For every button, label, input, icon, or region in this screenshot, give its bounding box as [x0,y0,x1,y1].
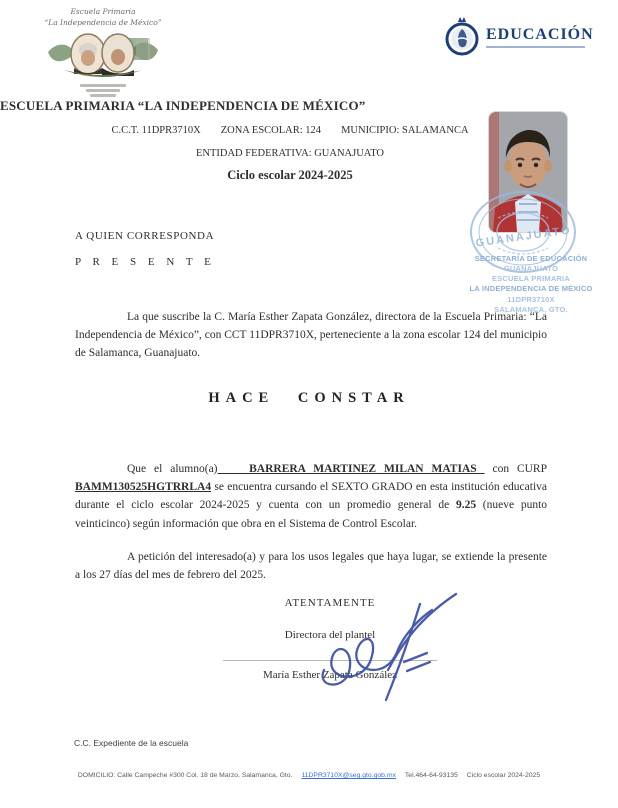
stamp-text-block [446,254,616,315]
footer-email-link[interactable]: 11DPR3710X@seg.gto.gob.mx [301,772,396,779]
grade-average-value: 9.25 [455,499,477,512]
footer-ciclo: Ciclo escolar 2024-2025 [466,772,541,779]
footer-line [30,772,588,779]
intro-paragraph: La que suscribe la C. María Esther Zapata González, directora de la Escuela Primaria: “La Independencia de México”, con CCT 11DPR3710X, perteneciente a la zona escolar 124 del municipio de Salamanca, Guanajuato. [75,310,547,360]
atentamente-line: ATENTAMENTE [284,597,376,609]
stamp-line: GUANAJUATO [503,264,559,274]
cct-value: C.C.T. 11DPR3710X [111,125,201,136]
p2-tail: (nueve punto veinticinco) según información que obra en el Sistema de Control Escolar. [75,499,548,530]
crest-portraits-icon [44,30,162,82]
crest-caption-illegible [40,84,166,97]
p2-blank [477,463,485,475]
p2-mid1: con CURP [484,462,548,475]
p2-blank [218,463,250,475]
stamp-line: 11DPR3710X [507,294,555,304]
student-name-value: BARRERA MARTINEZ MILAN MATIAS [249,462,477,475]
hace-constar-heading: HACE CONSTAR [208,390,410,406]
stamp-line: SALAMANCA, GTO. [494,304,568,314]
student-paragraph [75,460,547,534]
sep-educacion-logo [444,16,594,58]
p2-mid2: se encuentra cursando el SEXTO GRADO en esta institución educativa durante el ciclo escolar 2024-2025 y cuenta con un promedio general de [75,480,547,512]
school-crest-logo [40,6,166,97]
entidad-federativa-value: ENTIDAD FEDERATIVA: GUANAJUATO [195,148,385,159]
recipient-line: A QUIEN CORRESPONDA [75,230,215,242]
presente-line: P R E S E N T E [75,256,216,268]
cc-note: C.C. Expediente de la escuela [74,738,189,748]
footer-address: DOMICILIO: Calle Campeche #300 Col. 18 de Marzo, Salamanca, Gto. [77,772,293,779]
curp-value: BAMM130525HGTRRLA4 [75,480,212,493]
sep-subline-illegible [486,46,585,48]
closing-paragraph: A petición del interesado(a) y para los usos legales que haya lugar, se extiende la presente a los 27 días del mes de febrero del 2025. [75,550,547,581]
sep-wordmark: EDUCACIÓN [486,26,594,43]
municipio-value: MUNICIPIO: SALAMANCA [341,125,469,136]
school-name-title: ESCUELA PRIMARIA “LA INDEPENDENCIA DE MÉXICO” [0,98,366,113]
director-role-line: Directora del plantel [284,629,376,641]
footer-phone: Tel.464-64-93135 [404,772,458,779]
zona-escolar-value: ZONA ESCOLAR: 124 [220,125,322,136]
director-signature-icon [268,590,488,702]
stamp-line: ESCUELA PRIMARIA [492,274,570,284]
ciclo-escolar-heading: Ciclo escolar 2024-2025 [227,168,353,182]
svg-text:GUANAJUATO: GUANAJUATO [475,224,573,250]
crest-script-line1: Escuela Primaria [70,7,136,16]
stamp-line: SECRETARÍA DE EDUCACIÓN [474,254,588,263]
sep-emblem-icon [444,16,480,58]
p2-lead: Que el alumno(a) [127,462,218,475]
crest-script-line2: “La Independencia de México” [44,18,162,28]
director-name-value: María Esther Zapata González [262,669,398,681]
stamp-line: LA INDEPENDENCIA DE MÉXICO [469,284,593,294]
school-meta-row [60,125,520,136]
